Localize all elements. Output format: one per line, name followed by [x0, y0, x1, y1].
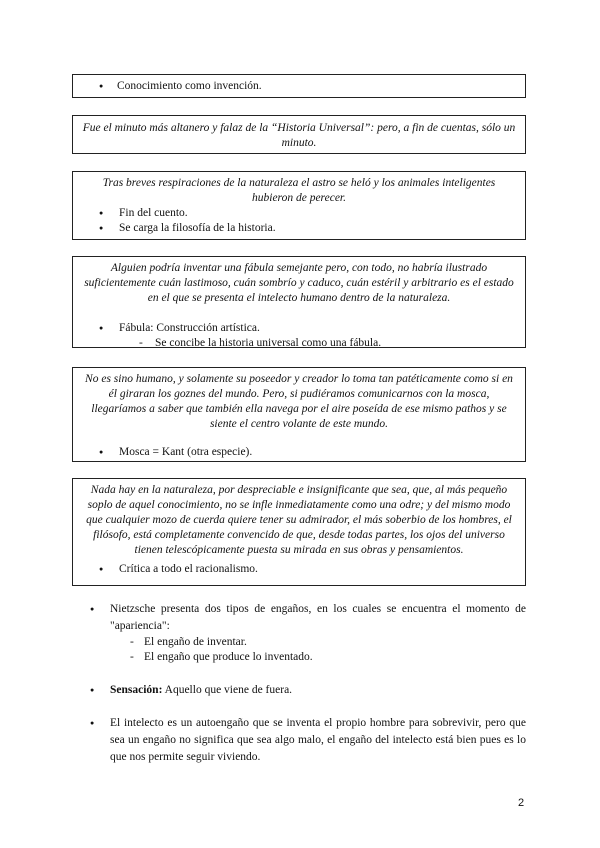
body-point-2	[72, 682, 526, 699]
body-point-1	[72, 601, 526, 665]
list-item: ● Se carga la filosofía de la historia.	[81, 221, 517, 236]
note-box-2	[72, 115, 526, 154]
body-point-3	[72, 715, 526, 766]
quote-text: Nada hay en la naturaleza, por despreciable e insignificante que sea, que, al más pequeño soplo de aquel conocimiento, no se infle inmediatamente como una odre; y del mismo modo que cualquier mozo de cuerda quiere tener su admirador, el más soberbio de los hombres, el filósofo, está completamente convencido de que, desde todas partes, los ojos del universo tienen telescópicamente puesta su mirada en sus obras y pensamientos.	[86, 484, 512, 556]
note-box-6	[72, 478, 526, 586]
quote-text: Fue el minuto más altanero y falaz de la “Historia Universal”: pero, a fin de cuentas, sólo un minuto.	[82, 122, 516, 149]
term-label: Sensación:	[110, 684, 163, 696]
sub-list-item: - Se concibe la historia universal como una fábula.	[81, 336, 517, 351]
list-item: ● Fábula: Construcción artística.	[81, 321, 517, 336]
list-item: ● Crítica a todo el racionalismo.	[81, 562, 517, 577]
note-box-5	[72, 367, 526, 462]
list-item: ● Fin del cuento.	[81, 206, 517, 221]
list-item: ● Conocimiento como invención.	[81, 79, 517, 94]
sub-list-item: - El engaño de inventar.	[72, 635, 526, 650]
list-item: ● El intelecto es un autoengaño que se inventa el propio hombre para sobrevivir, pero que sea un engaño no significa que sea algo malo, el engaño del intelecto está bien pues es lo que nos permite seguir viviendo.	[72, 715, 526, 766]
quote-text: No es sino humano, y solamente su poseedor y creador lo toma tan patéticamente como si en él giraran los goznes del mundo. Pero, si pudiéramos comunicarnos con la mosca, llegaríamos a saber que también ella navega por el aire poseída de ese mismo pathos y se siente el centro volante de este mundo.	[85, 373, 513, 430]
note-box-3	[72, 171, 526, 240]
page-number: 2	[518, 797, 525, 809]
quote-text: Alguien podría inventar una fábula semejante pero, con todo, no habría ilustrado suficientemente cuán lastimoso, cuán sombrío y caduco, cuán estéril y arbitrario es el estado en el que se presenta el intelecto humano dentro de la naturaleza.	[84, 262, 514, 304]
list-item	[72, 682, 526, 699]
sub-list-item: - El engaño que produce lo inventado.	[72, 650, 526, 665]
note-box-4	[72, 256, 526, 348]
quote-text: Tras breves respiraciones de la naturaleza el astro se heló y los animales inteligentes hubieron de perecer.	[102, 177, 496, 204]
note-box-1	[72, 74, 526, 98]
list-item: ● Mosca = Kant (otra especie).	[81, 445, 517, 460]
term-definition: Aquello que viene de fuera.	[162, 684, 293, 696]
list-item: ● Nietzsche presenta dos tipos de engaños, en los cuales se encuentra el momento de "apariencia":	[72, 601, 526, 635]
